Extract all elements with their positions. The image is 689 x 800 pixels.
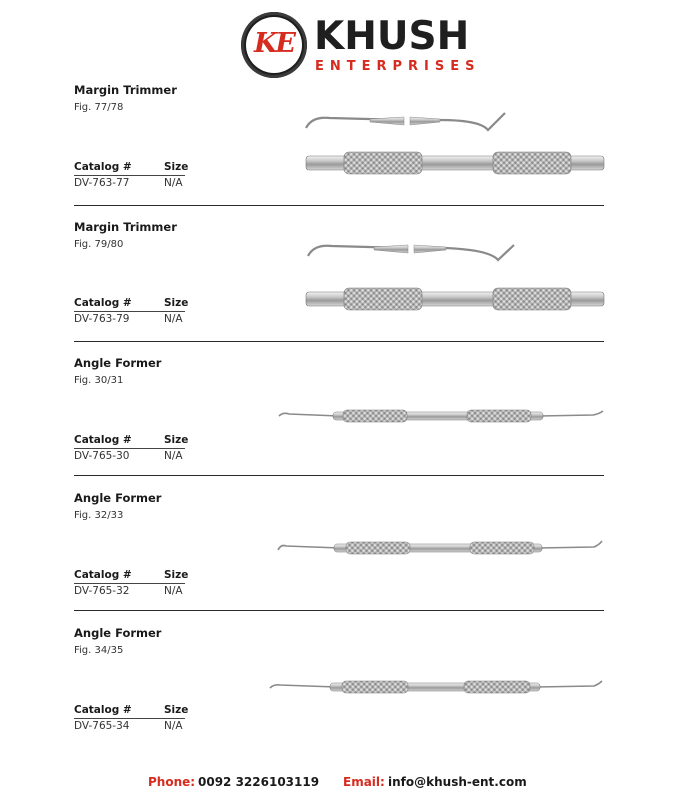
catalog-header: Catalog # — [74, 569, 132, 581]
instrument-handle-image — [306, 150, 606, 176]
size-value: N/A — [164, 177, 183, 189]
table-rule — [74, 175, 185, 176]
logo-emblem — [241, 12, 307, 78]
size-header: Size — [164, 704, 189, 716]
product-figure: Fig. 79/80 — [74, 239, 124, 250]
contact-footer — [0, 775, 689, 791]
instrument-handle-image — [306, 286, 606, 312]
phone-number: 0092 3226103119 — [198, 775, 320, 789]
size-value: N/A — [164, 720, 183, 732]
email-address: info@khush-ent.com — [388, 775, 527, 789]
product-title: Margin Trimmer — [74, 83, 177, 97]
catalog-header: Catalog # — [74, 297, 132, 309]
size-header: Size — [164, 434, 189, 446]
table-rule — [74, 311, 185, 312]
product-figure: Fig. 30/31 — [74, 375, 124, 386]
instrument-tips-image — [300, 238, 520, 268]
email-label: Email: — [343, 775, 385, 789]
brand-logo — [241, 12, 481, 80]
product-figure: Fig. 77/78 — [74, 102, 124, 113]
catalog-header: Catalog # — [74, 704, 132, 716]
section-divider — [74, 341, 604, 342]
instrument-tips-image — [300, 108, 510, 138]
catalog-header: Catalog # — [74, 161, 132, 173]
instrument-image — [277, 406, 605, 426]
size-value: N/A — [164, 313, 183, 325]
table-rule — [74, 718, 185, 719]
catalog-number: DV-765-30 — [74, 450, 130, 462]
product-title: Angle Former — [74, 491, 162, 505]
product-title: Angle Former — [74, 356, 162, 370]
logo-monogram: KE — [253, 28, 295, 59]
table-rule — [74, 448, 185, 449]
size-header: Size — [164, 161, 189, 173]
product-figure: Fig. 34/35 — [74, 645, 124, 656]
size-value: N/A — [164, 585, 183, 597]
section-divider — [74, 205, 604, 206]
size-value: N/A — [164, 450, 183, 462]
size-header: Size — [164, 569, 189, 581]
instrument-image — [268, 677, 604, 697]
catalog-header: Catalog # — [74, 434, 132, 446]
product-title: Margin Trimmer — [74, 220, 177, 234]
catalog-number: DV-763-77 — [74, 177, 130, 189]
catalog-number: DV-765-32 — [74, 585, 130, 597]
brand-name: KHUSH — [314, 14, 470, 59]
product-title: Angle Former — [74, 626, 162, 640]
catalog-number: DV-765-34 — [74, 720, 130, 732]
phone-label: Phone: — [148, 775, 196, 789]
instrument-image — [276, 538, 604, 558]
brand-subtitle: ENTERPRISES — [315, 59, 481, 74]
table-rule — [74, 583, 185, 584]
size-header: Size — [164, 297, 189, 309]
section-divider — [74, 610, 604, 611]
section-divider — [74, 475, 604, 476]
product-figure: Fig. 32/33 — [74, 510, 124, 521]
catalog-number: DV-763-79 — [74, 313, 130, 325]
